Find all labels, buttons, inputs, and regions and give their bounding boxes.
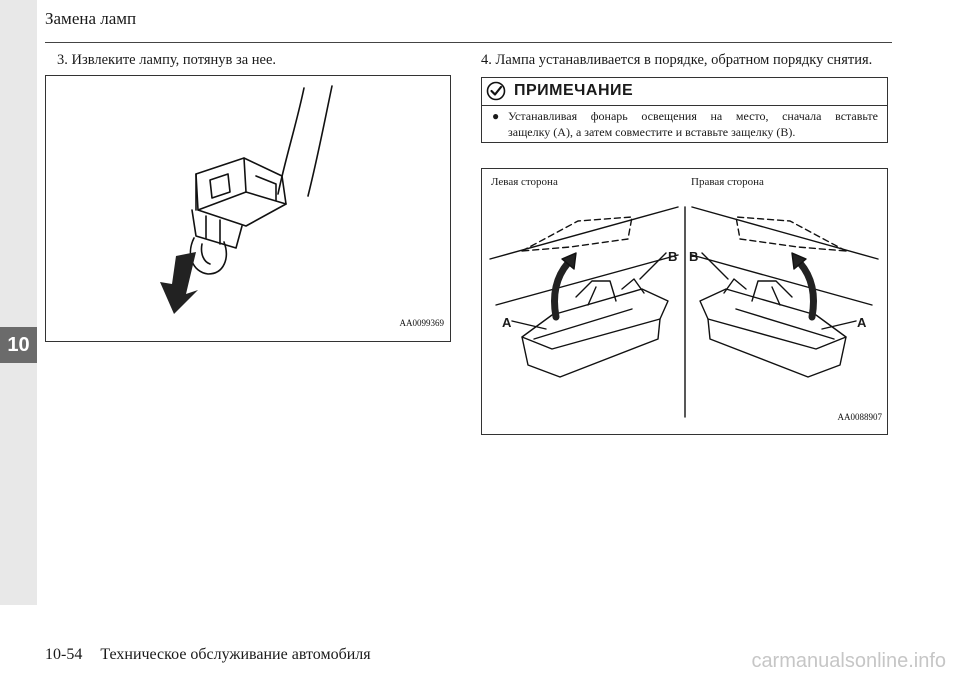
step-4-text: 4. Лампа устанавливается в порядке, обратном порядку снятия. [481, 52, 873, 68]
footer-section-title: Техническое обслуживание автомобиля [100, 646, 371, 663]
chapter-side-strip [0, 0, 37, 605]
watermark: carmanualsonline.info [751, 650, 946, 672]
lamp-installation-figure [481, 168, 888, 435]
figure-1-code: AA0099369 [399, 318, 444, 328]
callout-a-left: A [502, 315, 512, 330]
lamp-installation-illustration [482, 169, 886, 433]
callout-b-right: B [689, 249, 699, 264]
callout-a-right: A [857, 315, 867, 330]
bulb-removal-illustration [46, 76, 449, 340]
note-text-line-1: Устанавливая фонарь освещения на место, сначала вставьте [508, 109, 878, 123]
step-3-text: 3. Извлеките лампу, потянув за нее. [57, 52, 277, 68]
page-number: 10-54 [45, 646, 83, 663]
bulb-removal-figure [45, 75, 451, 342]
left-side-label: Левая сторона [491, 176, 558, 188]
note-bullet: ● [492, 109, 500, 123]
callout-b-left: B [668, 249, 678, 264]
note-box [481, 77, 888, 143]
page-footer [45, 646, 371, 664]
figure-2-code: AA0088907 [837, 412, 882, 422]
note-check-icon [486, 81, 506, 101]
chapter-tab: 10 [0, 327, 37, 363]
note-title: ПРИМЕЧАНИЕ [514, 82, 634, 99]
pull-arrow-icon [160, 252, 198, 314]
note-header [486, 81, 633, 101]
right-side-label: Правая сторона [691, 176, 764, 188]
note-text-line-2: защелку (A), а затем совместите и вставьте защелку (B). [508, 125, 796, 139]
page-header-title: Замена ламп [45, 9, 137, 28]
note-divider [482, 105, 887, 106]
header-divider [45, 42, 892, 43]
